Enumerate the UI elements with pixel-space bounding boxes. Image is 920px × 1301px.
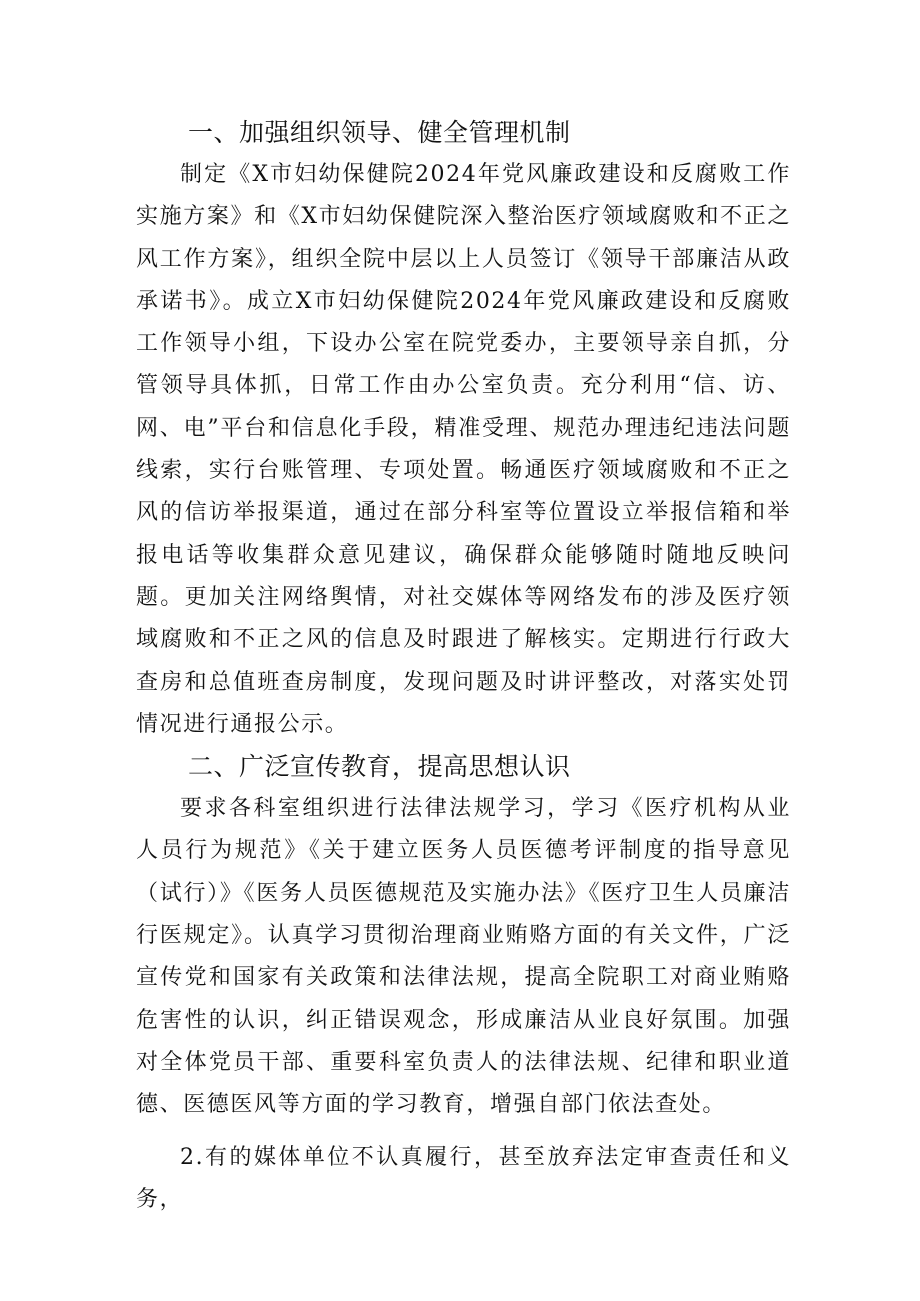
section-1-heading: 一、加强组织领导、健全管理机制: [188, 118, 571, 147]
section-1-paragraph: 制定《X市妇幼保健院2024年党风廉政建设和反腐败工作实施方案》和《X市妇幼保健院深入整治医疗领域腐败和不正之风工作方案》，组织全院中层以上人员签订《领导干部廉洁从政承诺书》。成立X市妇幼保健院2024年党风廉政建设和反腐败工作领导小组，下设办公室在院党委办，主要领导亲自抓，分管领导具体抓，日常工作由办公室负责。充分利用“信、访、网、电”平台和信息化手段，精准受理、规范办理违纪违法问题线索，实行台账管理、专项处置。畅通医疗领域腐败和不正之风的信访举报渠道，通过在部分科室等位置设立举报信箱和举报电话等收集群众意见建议，确保群众能够随时随地反映问题。更加关注网络舆情，对社交媒体等网络发布的涉及医疗领域腐败和不正之风的信息及时跟进了解核实。定期进行行政大查房和总值班查房制度，发现问题及时讲评整改，对落实处罚情况进行通报公示。: [136, 162, 791, 737]
document-body: [136, 112, 791, 1221]
section-2-paragraph: 要求各科室组织进行法律法规学习，学习《医疗机构从业人员行为规范》《关于建立医务人员医德考评制度的指导意见（试行）》《医务人员医德规范及实施办法》《医疗卫生人员廉洁行医规定》。认真学习贯彻治理商业贿赂方面的有关文件，广泛宣传党和国家有关政策和法律法规，提高全院职工对商业贿赂危害性的认识，纠正错误观念，形成廉洁从业良好氛围。加强对全体党员干部、重要科室负责人的法律法规、纪律和职业道德、医德医风等方面的学习教育，增强自部门依法查处。: [136, 796, 791, 1118]
section-2-heading: 二、广泛宣传教育，提高思想认识: [188, 752, 571, 782]
trailing-paragraph: 2.有的媒体单位不认真履行，甚至放弃法定审查责任和义务，: [136, 1144, 791, 1212]
